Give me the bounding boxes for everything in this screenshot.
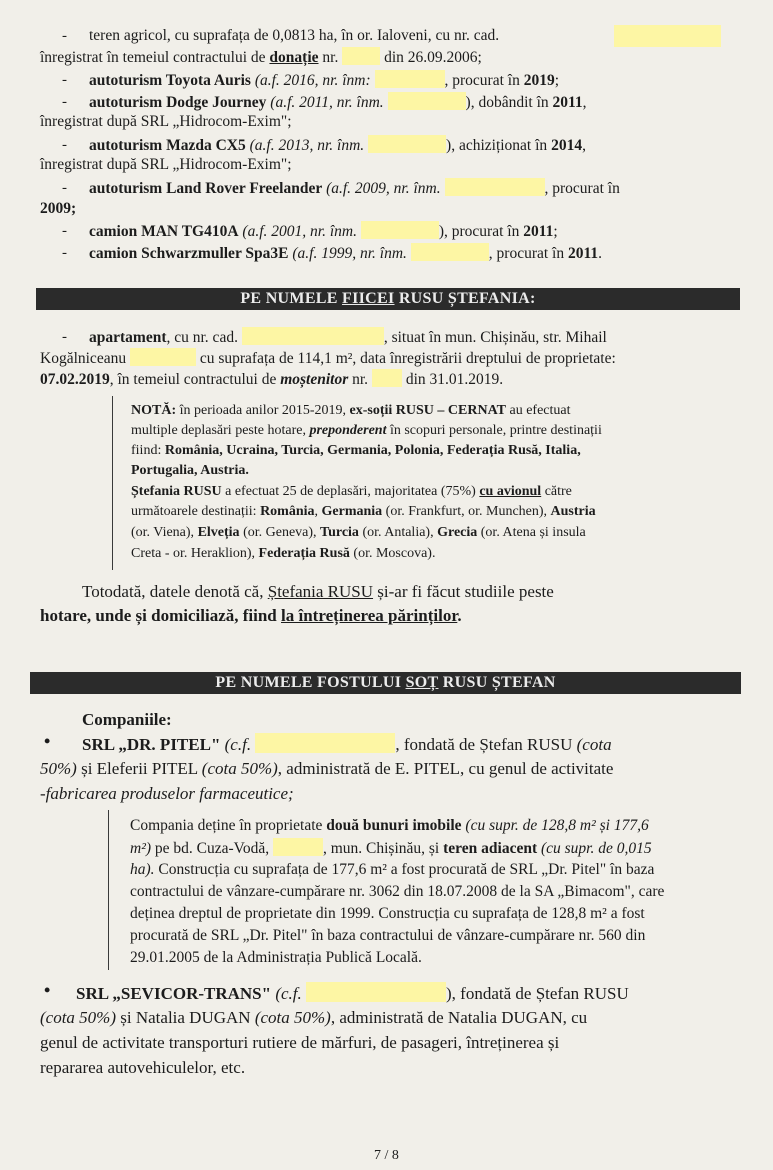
company-1: SRL „DR. PITEL" (c.f. , fondată de Ștefan RUSU (cota [82,735,612,754]
asset-car-3: autoturism Mazda CX5 (a.f. 2013, nr. înm. ), achiziționat în 2014, [89,137,586,154]
company-1-detail-7: 29.01.2005 de la Administrația Publică Locală. [130,949,422,966]
redaction-box [130,348,196,366]
company-1-detail-1: Compania deține în proprietate două bunuri imobile (cu supr. de 128,8 m² și 177,6 [130,817,649,834]
company-1-line2: 50%) și Eleferii PITEL (cota 50%), administrată de E. PITEL, cu genul de activitate [40,759,614,778]
redaction-box [445,178,545,196]
asset-car-3-line2: înregistrat după SRL „Hidrocom-Exim"; [40,156,292,173]
note-line-5: Ștefania RUSU a efectuat 25 de deplasări, majoritatea (75%) cu avionul către [131,484,572,499]
asset-apartment: apartament, cu nr. cad. , situat în mun. Chișinău, str. Mihail [89,329,607,346]
page-number: 7 / 8 [374,1148,399,1163]
summary-line-1: Totodată, datele denotă că, Ștefania RUSU și-ar fi făcut studiile peste [82,582,554,601]
list-dash: - [62,137,67,153]
company-1-detail-3: ha). Construcția cu suprafața de 177,6 m² a fost procurată de SRL „Dr. Pitel" în baza [130,861,655,878]
company-2-line2: (cota 50%) și Natalia DUGAN (cota 50%), administrată de Natalia DUGAN, cu [40,1008,588,1027]
list-dash: - [62,329,67,345]
asset-car-4-line2: 2009; [40,200,77,217]
company-1-detail-6: procurată de SRL „Dr. Pitel" în baza contractului de vânzare-cumpărare nr. 560 din [130,927,646,944]
asset-land: teren agricol, cu suprafața de 0,0813 ha, în or. Ialoveni, cu nr. cad. [89,27,500,44]
redaction-box [372,369,402,387]
redaction-box [242,327,384,345]
section-header-daughter: PE NUMELE FIICEI RUSU ȘTEFANIA: [36,288,740,310]
asset-car-2-line2: înregistrat după SRL „Hidrocom-Exim"; [40,113,292,130]
list-bullet: • [44,731,51,751]
note-line-8: Creta - or. Heraklion), Federația Rusă (or. Moscova). [131,546,436,561]
summary-line-2: hotare, unde și domiciliază, fiind la întreținerea părinților. [40,606,462,625]
asset-truck-1: camion MAN TG410A (a.f. 2001, nr. înm. ), procurat în 2011; [89,223,558,240]
companies-heading: Companiile: [82,710,172,729]
redaction-box [306,982,446,1002]
company-1-detail-5: deținea dreptul de proprietate din 1999. Construcția cu suprafața de 128,8 m² a fost [130,905,645,922]
redaction-box [614,25,721,47]
company-1-line3: -fabricarea produselor farmaceutice; [40,784,294,803]
note-line-6: următoarele destinații: România, Germania (or. Frankfurt, or. Munchen), Austria [131,504,596,519]
note-line-4: Portugalia, Austria. [131,463,249,478]
asset-land-line2: înregistrat în temeiul contractului de donație nr. din 26.09.2006; [40,49,482,66]
redaction-box [411,243,489,261]
redaction-box [361,221,439,239]
list-dash: - [62,223,67,239]
company-1-rule [108,810,109,970]
note-line-1: NOTĂ: în perioada anilor 2015-2019, ex-soții RUSU – CERNAT au efectuat [131,403,571,418]
list-dash: - [62,245,67,261]
asset-car-4: autoturism Land Rover Freelander (a.f. 2009, nr. înm. , procurat în [89,180,620,197]
list-dash: - [62,72,67,88]
list-dash: - [62,94,67,110]
list-dash: - [62,28,67,44]
company-1-detail-4: contractului de vânzare-cumpărare nr. 3062 din 18.07.2008 de la SA „Bimacom", care [130,883,665,900]
redaction-box [388,92,466,110]
redaction-box [342,47,380,65]
asset-apartment-line2: Kogălniceanu cu suprafața de 114,1 m², data înregistrării dreptului de proprietate: [40,350,616,367]
note-line-3: fiind: România, Ucraina, Turcia, Germania, Polonia, Federația Rusă, Italia, [131,443,581,458]
asset-car-1: autoturism Toyota Auris (a.f. 2016, nr. înm: , procurat în 2019; [89,72,560,89]
asset-truck-2: camion Schwarzmuller Spa3E (a.f. 1999, nr. înm. , procurat în 2011. [89,245,603,262]
note-rule [112,396,113,570]
note-line-2: multiple deplasări peste hotare, preponderent în scopuri personale, printre destinații [131,423,602,438]
redaction-box [375,70,445,88]
company-2: SRL „SEVICOR-TRANS" (c.f. ), fondată de Ștefan RUSU [76,984,629,1003]
list-dash: - [62,180,67,196]
list-bullet: • [44,980,51,1000]
redaction-box [255,733,395,753]
section-header-ex-husband: PE NUMELE FOSTULUI SOȚ RUSU ȘTEFAN [30,672,741,694]
company-2-line4: repararea autovehiculelor, etc. [40,1058,246,1077]
asset-apartment-line3: 07.02.2019, în temeiul contractului de moștenitor nr. din 31.01.2019. [40,371,504,388]
note-line-7: (or. Viena), Elveția (or. Geneva), Turcia (or. Antalia), Grecia (or. Atena și insula [131,525,586,540]
company-2-line3: genul de activitate transporturi rutiere de mărfuri, de pasageri, întreținerea și [40,1033,560,1052]
asset-car-2: autoturism Dodge Journey (a.f. 2011, nr. înm. ), dobândit în 2011, [89,94,587,111]
redaction-box [368,135,446,153]
company-1-detail-2: m²) pe bd. Cuza-Vodă, , mun. Chișinău, și teren adiacent (cu supr. de 0,015 [130,840,652,857]
redaction-box [273,838,323,856]
